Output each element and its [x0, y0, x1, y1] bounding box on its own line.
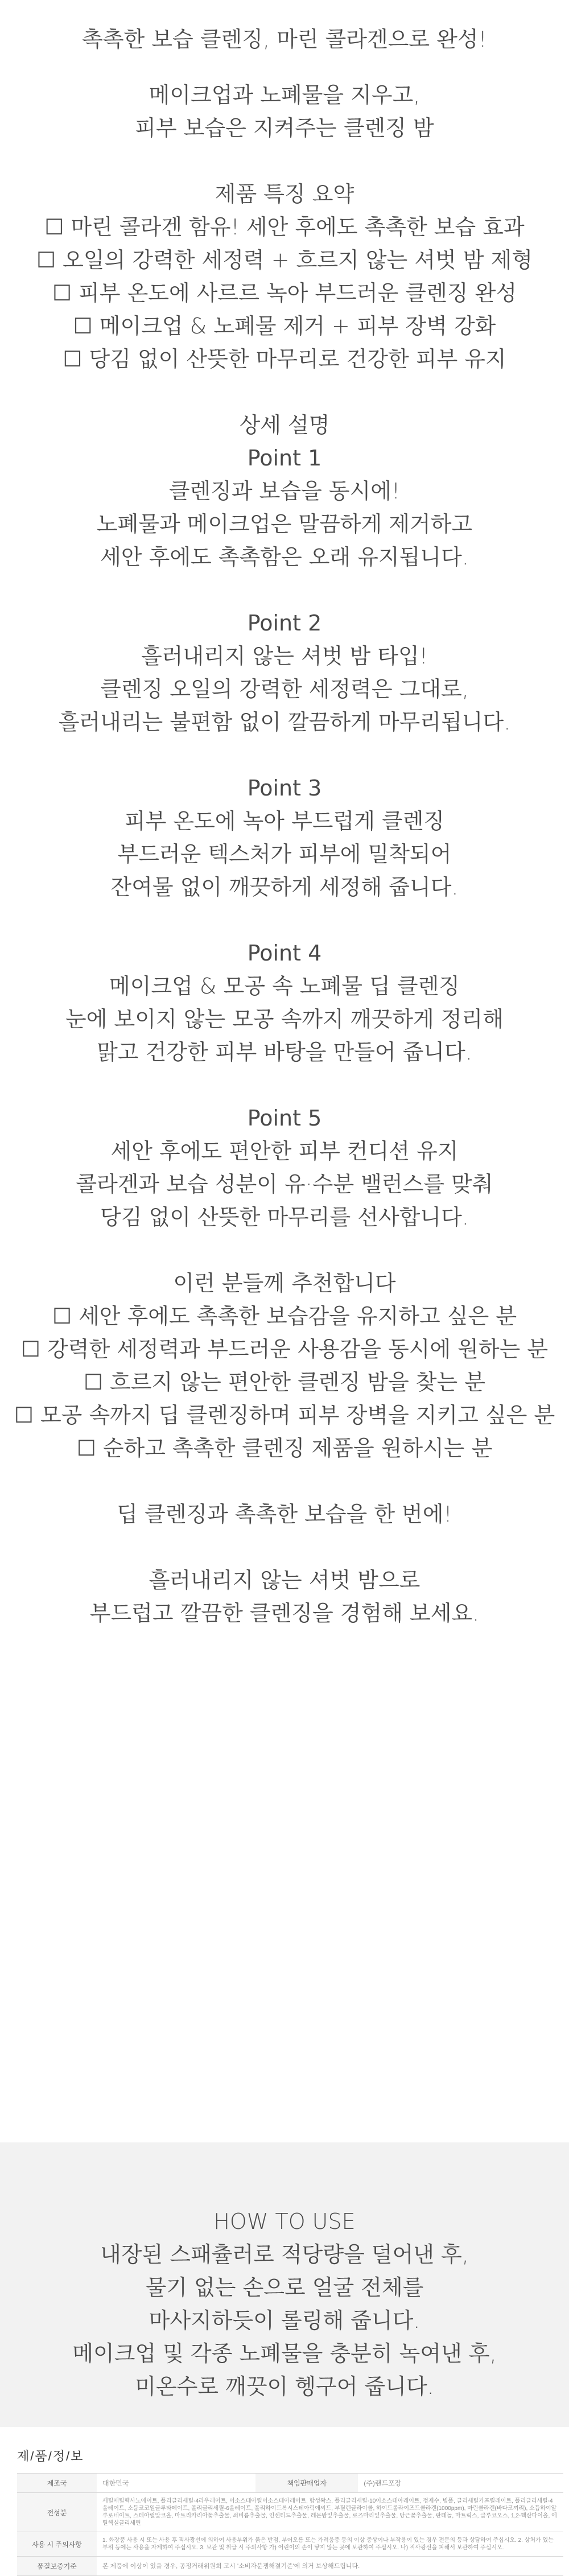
point-line: 노폐물과 메이크업은 말끔하게 제거하고 — [96, 512, 473, 537]
maker-label: 제조국 — [17, 2474, 97, 2493]
recommend-item: ☐ 모공 속까지 딥 클렌징하며 피부 장벽을 지키고 싶은 분 — [14, 1403, 555, 1428]
details-title: 상세 설명 — [239, 413, 330, 438]
features-title: 제품 특징 요약 — [215, 182, 354, 207]
point-line: 클렌징과 보습을 동시에! — [168, 479, 401, 504]
table-row — [17, 2557, 563, 2576]
table-row — [17, 2493, 563, 2532]
seller-label: 책임판매업자 — [255, 2474, 358, 2493]
product-info-table — [17, 2473, 563, 2576]
point-line: 메이크업 & 모공 속 노폐물 딥 클렌징 — [109, 974, 460, 999]
point-line: 부드러운 텍스처가 피부에 밀착되어 — [117, 842, 452, 867]
point-line: 콜라겐과 보습 성분이 유·수분 밸런스를 맞춰 — [76, 1172, 493, 1197]
recommend-title: 이런 분들께 추천합니다 — [173, 1271, 396, 1296]
point-line: 흘러내리는 불편함 없이 깔끔하게 마무리됩니다. — [58, 710, 511, 735]
feature-item: ☐ 피부 온도에 사르르 녹아 부드러운 클렌징 완성 — [52, 281, 517, 306]
howto-line: 미온수로 깨끗이 헹구어 줍니다. — [135, 2374, 434, 2399]
feature-item: ☐ 당김 없이 산뜻한 마무리로 건강한 피부 유지 — [63, 347, 506, 372]
closing-line: 흘러내리지 않는 셔벗 밤으로 — [149, 1568, 420, 1593]
feature-item: ☐ 오일의 강력한 세정력 + 흐르지 않는 셔벗 밤 제형 — [36, 248, 533, 273]
maker-value: 대한민국 — [97, 2474, 255, 2493]
howto-section — [0, 2142, 569, 2427]
point-label: Point 1 — [247, 446, 322, 471]
closing-line: 딥 클렌징과 촉촉한 보습을 한 번에! — [117, 1502, 452, 1527]
point-line: 피부 온도에 녹아 부드럽게 클렌징 — [124, 809, 445, 834]
caution-label: 사용 시 주의사항 — [17, 2532, 97, 2557]
caution-value: 1. 화장품 사용 시 또는 사용 후 직사광선에 의하여 사용부위가 붉은 반점, 부어오름 또는 가려움증 등의 이상 증상이나 부작용이 있는 경우 전문의 등과 상담하여 주십시오. 2. 상처가 있는 부위 등에는 사용을 자제하여 주십시오. 3. 보관 및 취급 시 주의사항 가) 어린이의 손이 닿지 않는 곳에 보관하여 주십시오. 나) 직사광선을 피해서 보관하여 주십시오. — [97, 2532, 563, 2557]
point-line: 세안 후에도 촉촉함은 오래 유지됩니다. — [100, 545, 469, 570]
point-label: Point 4 — [247, 941, 322, 966]
recommend-item: ☐ 흐르지 않는 편안한 클렌징 밤을 찾는 분 — [84, 1370, 485, 1395]
point-label: Point 5 — [247, 1106, 322, 1131]
recommend-item: ☐ 순하고 촉촉한 클렌징 제품을 원하시는 분 — [76, 1436, 493, 1461]
point-line: 잔여물 없이 깨끗하게 세정해 줍니다. — [110, 875, 459, 900]
howto-title: HOW TO USE — [213, 2209, 356, 2234]
intro-line: 메이크업과 노폐물을 지우고, — [149, 83, 420, 108]
point-line: 당김 없이 산뜻한 마무리를 선사합니다. — [100, 1205, 469, 1230]
point-line: 맑고 건강한 피부 바탕을 만들어 줍니다. — [97, 1040, 472, 1065]
point-line: 눈에 보이지 않는 모공 속까지 깨끗하게 정리해 — [65, 1007, 504, 1032]
recommend-item: ☐ 강력한 세정력과 부드러운 사용감을 동시에 원하는 분 — [20, 1337, 549, 1362]
intro-line: 피부 보습은 지켜주는 클렌징 밤 — [135, 116, 434, 141]
product-info-section — [0, 2429, 569, 2569]
ingredients-label: 전성분 — [17, 2493, 97, 2532]
howto-line: 내장된 스패츌러로 적당량을 덜어낸 후, — [100, 2242, 469, 2267]
feature-item: ☐ 마린 콜라겐 함유! 세안 후에도 촉촉한 보습 효과 — [44, 215, 525, 240]
ingredients-value: 세틸에틸헥사노에이트, 폴리글리세릴-4라우레이트, 이소스테아릴이소스테아레이트, 합성왁스, 폴리글리세릴-10이소스테아레이트, 정제수, 병풀, 글리세릴카프릴레이트, 폴리글리세릴-4올레이트, 소듐코코일글루타메이트, 폴리글리세릴-6올레이트, 폴리하이드록시스테아릭애씨드, 부틸렌글라이콜, 하이드롤라이즈드콜라겐(1000ppm), 마린콜라겐(바다코끼리), 소듐하이알루로네이트, 스테아릴알코올, 마트리카리아꽃추출물, 쇠비름추출물, 인센티드추출물, 레몬밤잎추출물, 로즈마리잎추출물, 당근꽃추출물, 판테놀, 마트릭스, 글루코오스, 1,2-헥산다이올, 에틸헥실글리세린 — [97, 2493, 563, 2532]
table-row — [17, 2474, 563, 2493]
warranty-value: 본 제품에 이상이 있을 경우, 공정거래위원회 고시 '소비자분쟁해결기준'에 의거 보상해드립니다. — [97, 2557, 563, 2576]
point-label: Point 2 — [247, 611, 322, 636]
table-row — [17, 2532, 563, 2557]
point-line: 흘러내리지 않는 셔벗 밤 타입! — [141, 644, 428, 669]
headline: 촉촉한 보습 클렌징, 마린 콜라겐으로 완성! — [82, 27, 487, 52]
point-label: Point 3 — [247, 776, 322, 801]
point-line: 클렌징 오일의 강력한 세정력은 그대로, — [100, 677, 469, 702]
closing-line: 부드럽고 깔끔한 클렌징을 경험해 보세요. — [89, 1601, 480, 1626]
feature-item: ☐ 메이크업 & 노폐물 제거 + 피부 장벽 강화 — [73, 314, 496, 339]
point-line: 세안 후에도 편안한 피부 컨디션 유지 — [110, 1139, 459, 1164]
howto-line: 메이크업 및 각종 노폐물을 충분히 녹여낸 후, — [72, 2341, 497, 2366]
warranty-label: 품질보증기준 — [17, 2557, 97, 2576]
recommend-item: ☐ 세안 후에도 촉촉한 보습감을 유지하고 싶은 분 — [52, 1304, 517, 1329]
seller-value: (주)랜드포장 — [358, 2474, 563, 2493]
howto-line: 마사지하듯이 롤링해 줍니다. — [149, 2308, 420, 2333]
product-info-title: 제/품/정/보 — [17, 2449, 84, 2463]
howto-line: 물기 없는 손으로 얼굴 전체를 — [145, 2275, 424, 2300]
